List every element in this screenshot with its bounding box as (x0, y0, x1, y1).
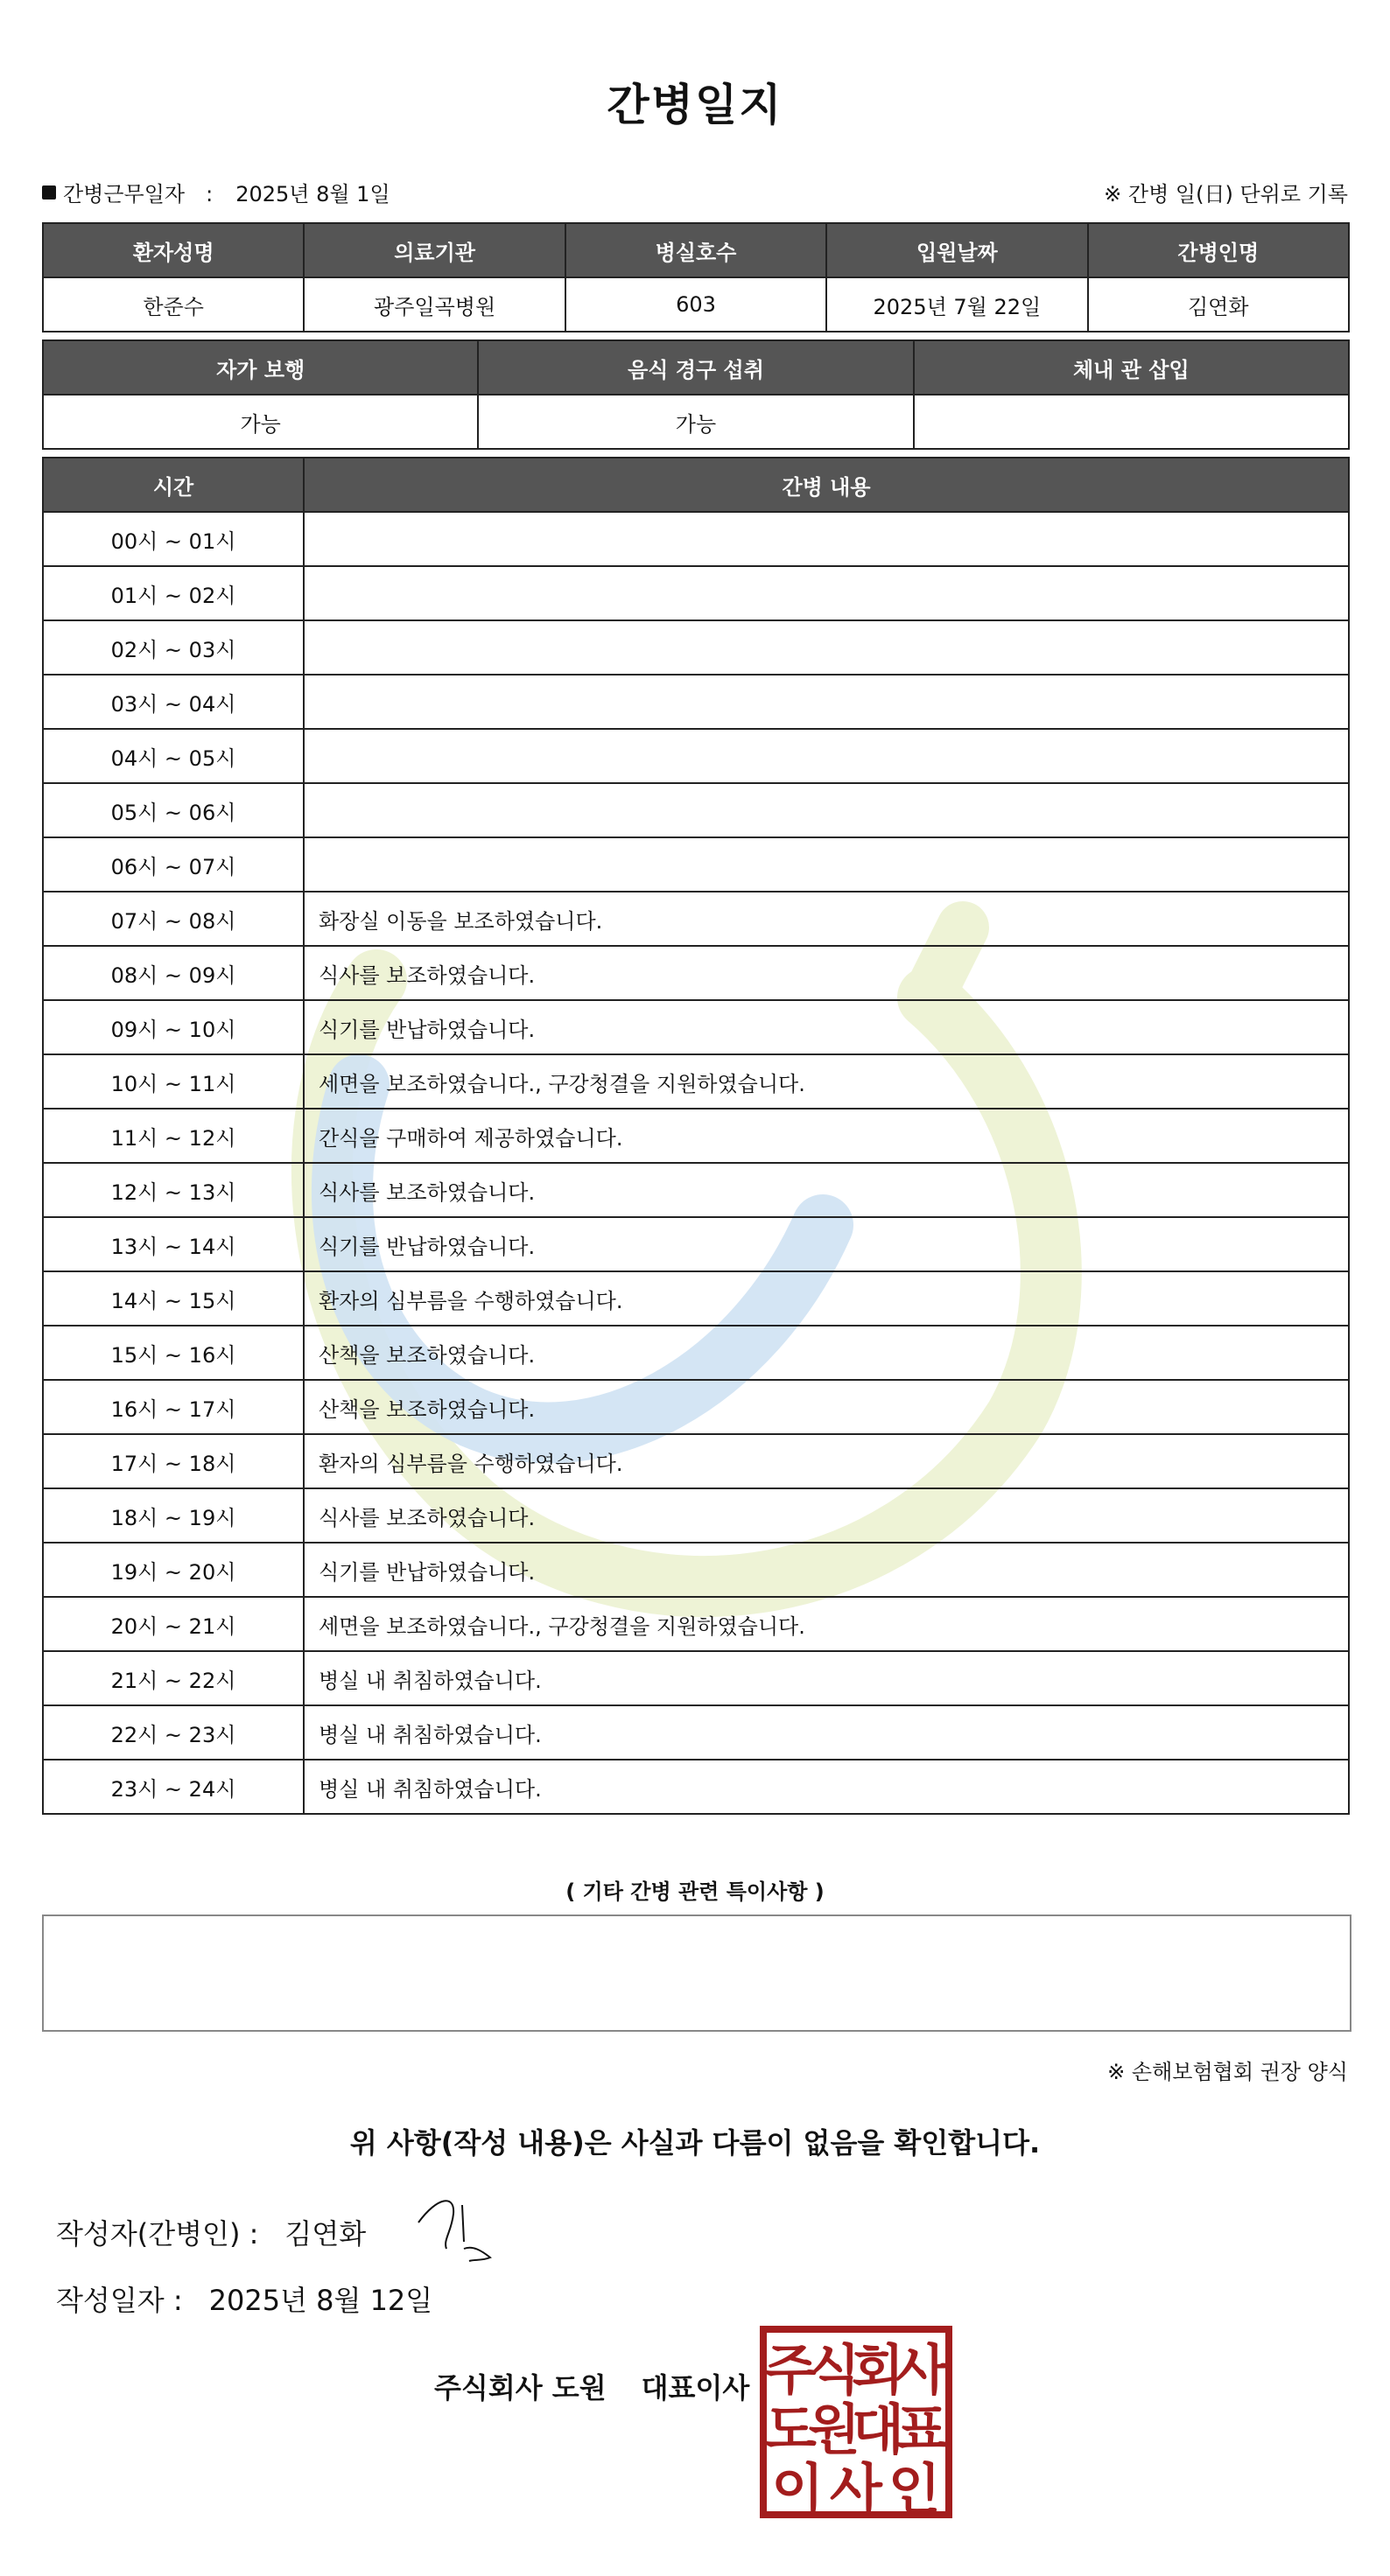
table-row (43, 566, 1349, 620)
time-slot: 08시 ~ 09시 (43, 946, 304, 1000)
table-row (43, 946, 1349, 1000)
table-row (43, 1163, 1349, 1217)
time-slot: 09시 ~ 10시 (43, 1000, 304, 1054)
table-row (43, 1109, 1349, 1163)
time-slot: 07시 ~ 08시 (43, 892, 304, 946)
table-row (43, 1434, 1349, 1488)
write-date-value: 2025년 8월 12일 (208, 2284, 433, 2317)
table-row (43, 620, 1349, 675)
table-row (43, 1054, 1349, 1109)
seal-glyph: 표 (895, 2398, 948, 2461)
header-care-content: 간병 내용 (304, 458, 1349, 512)
care-content (304, 620, 1349, 675)
care-content: 식기를 반납하였습니다. (304, 1543, 1349, 1597)
tube-insertion-value (914, 395, 1349, 449)
seal-glyph: 사 (895, 2338, 948, 2402)
time-slot: 02시 ~ 03시 (43, 620, 304, 675)
seal-glyph: 원 (808, 2398, 860, 2461)
time-slot: 00시 ~ 01시 (43, 512, 304, 566)
seal-glyph: 인 (888, 2457, 941, 2520)
table-row (43, 1760, 1349, 1814)
care-content: 환자의 심부름을 수행하였습니다. (304, 1434, 1349, 1488)
patient-info-table (42, 222, 1350, 332)
table-row (43, 1488, 1349, 1543)
form-note: ※ 손해보험협회 권장 양식 (1107, 2060, 1348, 2084)
table-row (43, 729, 1349, 783)
page-title: 간병일지 (607, 80, 783, 130)
time-slot: 22시 ~ 23시 (43, 1705, 304, 1760)
work-date-label: 간병근무일자 : (63, 182, 214, 206)
seal-glyph: 사 (830, 2457, 882, 2520)
notes-box (42, 1914, 1351, 2032)
table-row (43, 512, 1349, 566)
time-slot: 11시 ~ 12시 (43, 1109, 304, 1163)
care-content: 식기를 반납하였습니다. (304, 1217, 1349, 1271)
seal-glyph: 주 (764, 2338, 817, 2402)
table-row (43, 1380, 1349, 1434)
seal-glyph: 회 (852, 2338, 904, 2402)
work-date-value: 2025년 8월 1일 (235, 182, 390, 206)
time-slot: 04시 ~ 05시 (43, 729, 304, 783)
care-content: 세면을 보조하였습니다., 구강청결을 지원하였습니다. (304, 1054, 1349, 1109)
seal-glyph: 대 (852, 2398, 904, 2461)
care-content: 병실 내 취침하였습니다. (304, 1760, 1349, 1814)
seal-glyph: 식 (808, 2338, 860, 2402)
table-row (43, 1000, 1349, 1054)
care-content: 식사를 보조하였습니다. (304, 946, 1349, 1000)
table-header-row (43, 458, 1349, 512)
company-line (434, 2366, 749, 2406)
header-patient-name: 환자성명 (43, 223, 304, 277)
table-header-row (43, 340, 1349, 395)
notes-label: ( 기타 간병 관련 특이사항 ) (565, 1880, 825, 1904)
table-row (43, 1326, 1349, 1380)
time-slot: 06시 ~ 07시 (43, 837, 304, 892)
table-row (43, 1705, 1349, 1760)
self-walking-value: 가능 (43, 395, 478, 449)
time-slot: 05시 ~ 06시 (43, 783, 304, 837)
caregiver-name: 김연화 (1088, 277, 1349, 332)
care-content (304, 783, 1349, 837)
header-hospital: 의료기관 (304, 223, 565, 277)
header-caregiver: 간병인명 (1088, 223, 1349, 277)
work-date (42, 177, 390, 207)
care-content: 병실 내 취침하였습니다. (304, 1705, 1349, 1760)
table-row (43, 892, 1349, 946)
writer-name: 김연화 (284, 2217, 367, 2250)
patient-status-table (42, 340, 1350, 450)
company-name: 주식회사 도원 (434, 2371, 607, 2404)
header-oral-intake: 음식 경구 섭취 (478, 340, 913, 395)
time-slot: 21시 ~ 22시 (43, 1651, 304, 1705)
care-content (304, 512, 1349, 566)
header-self-walking: 자가 보행 (43, 340, 478, 395)
time-slot: 03시 ~ 04시 (43, 675, 304, 729)
care-content: 화장실 이동을 보조하였습니다. (304, 892, 1349, 946)
confirmation-statement: 위 사항(작성 내용)은 사실과 다름이 없음을 확인합니다. (349, 2126, 1041, 2160)
time-slot: 13시 ~ 14시 (43, 1217, 304, 1271)
care-content: 식사를 보조하였습니다. (304, 1488, 1349, 1543)
table-row (43, 1271, 1349, 1326)
time-slot: 19시 ~ 20시 (43, 1543, 304, 1597)
representative-title: 대표이사 (641, 2371, 750, 2404)
admission-date: 2025년 7월 22일 (826, 277, 1087, 332)
seal-glyph: 도 (764, 2398, 817, 2461)
table-row (43, 1651, 1349, 1705)
table-row (43, 1543, 1349, 1597)
care-content: 식사를 보조하였습니다. (304, 1163, 1349, 1217)
table-row (43, 1217, 1349, 1271)
header-admission-date: 입원날짜 (826, 223, 1087, 277)
care-content: 세면을 보조하였습니다., 구강청결을 지원하였습니다. (304, 1597, 1349, 1651)
care-content (304, 675, 1349, 729)
hospital: 광주일곡병원 (304, 277, 565, 332)
table-row (43, 1597, 1349, 1651)
care-log-table (42, 457, 1350, 1815)
bullet-square-icon (42, 186, 56, 200)
time-slot: 17시 ~ 18시 (43, 1434, 304, 1488)
time-slot: 14시 ~ 15시 (43, 1271, 304, 1326)
table-row (43, 837, 1349, 892)
care-content (304, 729, 1349, 783)
header-room: 병실호수 (565, 223, 826, 277)
care-content: 간식을 구매하여 제공하였습니다. (304, 1109, 1349, 1163)
patient-name: 한준수 (43, 277, 304, 332)
care-content: 산책을 보조하였습니다. (304, 1380, 1349, 1434)
time-slot: 10시 ~ 11시 (43, 1054, 304, 1109)
seal-glyph: 이 (771, 2457, 825, 2520)
time-slot: 16시 ~ 17시 (43, 1380, 304, 1434)
table-row (43, 675, 1349, 729)
write-date-line (56, 2278, 432, 2319)
time-slot: 23시 ~ 24시 (43, 1760, 304, 1814)
signature-image (411, 2188, 508, 2266)
write-date-label: 작성일자 : (56, 2284, 183, 2317)
writer-label: 작성자(간병인) : (56, 2217, 259, 2250)
company-seal-stamp (758, 2324, 954, 2520)
time-slot: 01시 ~ 02시 (43, 566, 304, 620)
record-note: ※ 간병 일(日) 단위로 기록 (1104, 182, 1348, 206)
care-content: 식기를 반납하였습니다. (304, 1000, 1349, 1054)
time-slot: 12시 ~ 13시 (43, 1163, 304, 1217)
care-content (304, 837, 1349, 892)
table-row (43, 277, 1349, 332)
header-tube-insertion: 체내 관 삽입 (914, 340, 1349, 395)
care-content (304, 566, 1349, 620)
header-time: 시간 (43, 458, 304, 512)
table-header-row (43, 223, 1349, 277)
time-slot: 18시 ~ 19시 (43, 1488, 304, 1543)
time-slot: 20시 ~ 21시 (43, 1597, 304, 1651)
care-content: 병실 내 취침하였습니다. (304, 1651, 1349, 1705)
writer-line (56, 2212, 366, 2252)
oral-intake-value: 가능 (478, 395, 913, 449)
care-content: 환자의 심부름을 수행하였습니다. (304, 1271, 1349, 1326)
time-slot: 15시 ~ 16시 (43, 1326, 304, 1380)
care-content: 산책을 보조하였습니다. (304, 1326, 1349, 1380)
room-number: 603 (565, 277, 826, 332)
table-row (43, 783, 1349, 837)
table-row (43, 395, 1349, 449)
